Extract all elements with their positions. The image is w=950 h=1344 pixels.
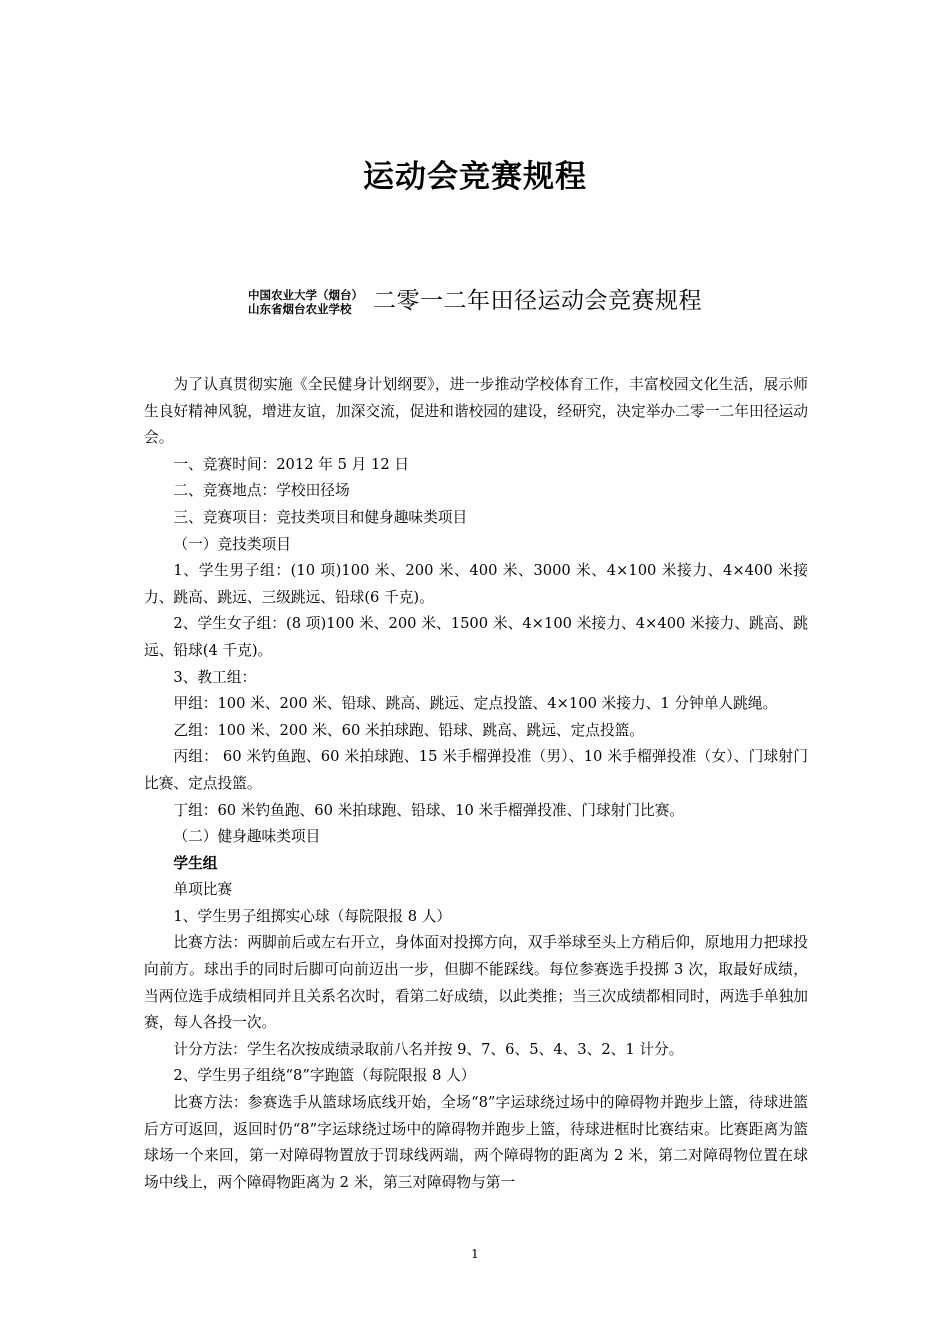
- event-1-scoring: 计分方法：学生名次按成绩录取前八名并按 9、7、6、5、4、3、2、1 计分。: [173, 1040, 684, 1058]
- item-staff: 3、教工组：: [173, 668, 257, 686]
- event-1-title: 1、学生男子组掷实心球（每院限报 8 人）: [173, 907, 452, 925]
- intro-paragraph: 为了认真贯彻实施《全民健身计划纲要》，进一步推动学校体育工作，丰富校园文化生活，展示师生良好精神风貌，增进友谊，加深交流，促进和谐校园的建设，经研究，决定举办二零一二年田径运动会。: [144, 376, 808, 447]
- organizer-line-2: 山东省烟台农业学校: [248, 302, 352, 316]
- organizer-names: [248, 288, 363, 316]
- event-2-title: 2、学生男子组绕“8”字跑篮（每院限报 8 人）: [173, 1067, 476, 1085]
- document-title: 运动会竞赛规程: [363, 159, 587, 195]
- individual-events-heading: 单项比赛: [173, 881, 233, 899]
- staff-group-d: 丁组：60 米钓鱼跑、60 米拍球跑、铅球、10 米手榴弹投准、门球射门比赛。: [173, 801, 685, 819]
- staff-group-a: 甲组：100 米、200 米、铅球、跳高、跳远、定点投篮、4×100 米接力、1 分钟单人跳绳。: [173, 695, 778, 713]
- subtitle-text: 二零一二年田径运动会竞赛规程: [373, 288, 702, 314]
- subsection-fun: （二）健身趣味类项目: [173, 828, 321, 846]
- document-body: [144, 372, 808, 1196]
- organizer-line-1: 中国农业大学（烟台）: [248, 288, 363, 302]
- staff-group-c: 丙组： 60 米钓鱼跑、60 米拍球跑、15 米手榴弹投准（男）、10 米手榴弹投准（女）、门球射门比赛、定点投篮。: [144, 748, 808, 792]
- document-subtitle: [0, 283, 950, 319]
- event-1-method: 比赛方法：两脚前后或左右开立，身体面对投掷方向，双手举球至头上方稍后仰，原地用力把球投向前方。球出手的同时后脚可向前迈出一步，但脚不能踩线。每位参赛选手投掷 3 次，取最好成绩，当两位选手成绩相同并且关系名次时，看第二好成绩，以此类推；当三次成绩都相同时，两选手单独加赛，每人各投一次。: [144, 934, 808, 1032]
- subsection-competitive: （一）竞技类项目: [173, 535, 291, 553]
- event-2-method: 比赛方法：参赛选手从篮球场底线开始，全场“8”字运球绕过场中的障碍物并跑步上篮，待球进篮后方可返回，返回时仍“8”字运球绕过场中的障碍物并跑步上篮，待球进框时比赛结束。比赛距离为篮球场一个来回，第一对障碍物置放于罚球线两端，两个障碍物的距离为 2 米，第二对障碍物位置在球场中线上，两个障碍物距离为 2 米，第三对障碍物与第一: [144, 1094, 808, 1191]
- staff-group-b: 乙组：100 米、200 米、60 米拍球跑、铅球、跳高、跳远、定点投篮。: [173, 721, 645, 739]
- student-group-heading: 学生组: [173, 854, 218, 872]
- item-female-students: 2、学生女子组：(8 项)100 米、200 米、1500 米、4×100 米接力、4×400 米接力、跳高、跳远、铅球(4 千克)。: [144, 615, 808, 659]
- section-time: 一、竞赛时间：2012 年 5 月 12 日: [173, 455, 410, 473]
- page-number: 1: [471, 1247, 479, 1261]
- section-venue: 二、竞赛地点：学校田径场: [173, 482, 350, 500]
- item-male-students: 1、学生男子组：(10 项)100 米、200 米、400 米、3000 米、4×100 米接力、4×400 米接力、跳高、跳远、三级跳远、铅球(6 千克)。: [144, 562, 808, 606]
- section-events: 三、竞赛项目：竞技类项目和健身趣味类项目: [173, 508, 468, 526]
